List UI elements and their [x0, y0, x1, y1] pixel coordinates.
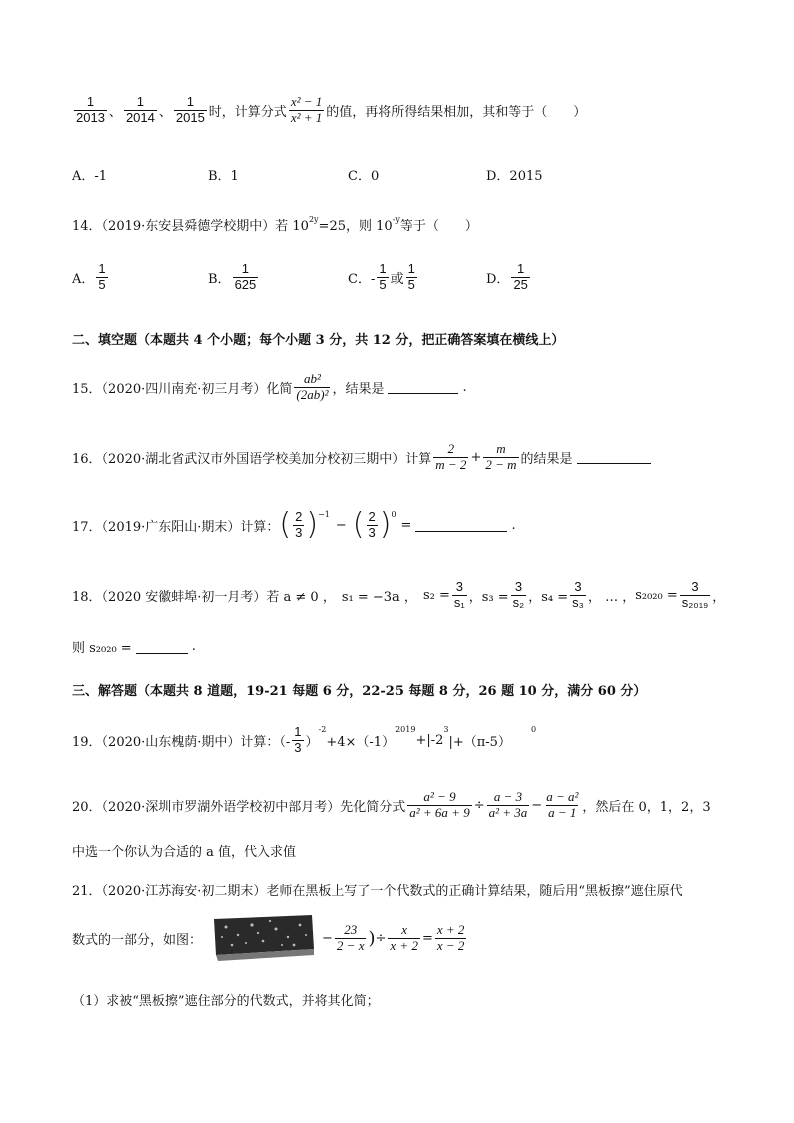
- q20-line2: 中选一个你认为合适的 a 值，代入求值: [72, 845, 297, 860]
- q13-stem: $\frac{1}{2013}$ 、 $\frac{1}{2014}$ 、 $\frac{1}{2015}$ 时，计算分式 $\frac{\text{x² − 1}}{\text{x² + 1}}$ 的值，再将所得结果相加，其和等于（ ）: [76, 94, 587, 125]
- answer-blank[interactable]: [388, 392, 458, 394]
- q13-option-a: A．-1: [72, 169, 108, 184]
- section-heading-fill-in: 二、填空题（本题共 4 个小题；每个小题 3 分，共 12 分，把正确答案填在横线上）: [72, 333, 565, 348]
- section-heading-solve: 三、解答题（本题共 8 道题，19-21 每题 6 分，22-25 每题 8 分，26 题 10 分，满分 60 分）: [72, 684, 647, 699]
- answer-blank[interactable]: [136, 652, 188, 654]
- q14-stem: 14．（2019·东安县舜德学校期中）若 10 $^{2y}$ =25，则 10 $^{-y}$ 等于（ ）: [72, 215, 478, 234]
- answer-blank[interactable]: [415, 530, 507, 532]
- q19-stem: 19．（2020·山东槐荫·期中）计算：（- $\frac{1}{3}$ ） $^{-2}$ +4×（-1） $^{2019}$ +|-2 $^3$ |+（π-5） $^0$: [72, 724, 537, 755]
- q14-option-d: D． $\frac{1}{25}$: [486, 261, 528, 292]
- q18-line2: 则 s₂₀₂₀ = .: [72, 639, 196, 656]
- q14-option-a: A． $\frac{1}{5}$: [72, 261, 106, 292]
- fraction: $\frac{\text{x² − 1}}{\text{x² + 1}}$: [290, 94, 323, 125]
- fraction: $\frac{1}{2014}$: [125, 94, 155, 125]
- q21-sub1: （1）求被“黑板擦”遮住部分的代数式，并将其化简；: [72, 994, 380, 1009]
- q14-option-b: B． $\frac{1}{625}$: [208, 261, 257, 292]
- q21-line2: 数式的一部分，如图： − $\frac{23}{2 - x}$ ) ÷ $\frac{x}{x + 2}$ = $\frac{x + 2}{x - 2}$: [72, 915, 468, 961]
- fraction: $\frac{1}{2015}$: [175, 94, 205, 125]
- q21-line1: 21．（2020·江苏海安·初二期末）老师在黑板上写了一个代数式的正确计算结果，随后用“黑板擦”遮住原代: [72, 884, 683, 899]
- q13-option-b: B．1: [208, 169, 239, 184]
- q16-stem: 16．（2020·湖北省武汉市外国语学校美加分校初三期中）计算 $\frac{2}{m - 2}$ + $\frac{m}{2 - m}$ 的结果是: [72, 442, 655, 473]
- answer-blank[interactable]: [577, 462, 651, 464]
- q15-stem: 15．（2020·四川南充·初三月考）化简 $\frac{\text{ab²}}{\text{(2ab)²}}$ ，结果是 .: [72, 371, 467, 402]
- q14-option-c: C．- $\frac{1}{5}$ 或 $\frac{1}{5}$: [348, 261, 415, 292]
- q17-stem: 17．（2019·广东阳山·期末）计算： ( $\frac{2}{3}$ ) $^{-1}$ − ( $\frac{2}{3}$ ) $^0$ = .: [72, 507, 516, 543]
- blackboard-eraser-image: [208, 915, 316, 961]
- q13-option-c: C．0: [348, 169, 380, 184]
- q20-stem: 20．（2020·深圳市罗湖外语学校初中部月考）先化简分式 $\frac{\text{a² − 9}}{\text{a² + 6a + 9}}$ ÷ $\frac{a - 3}{\text{a² + 3a}}$ − $\frac{\text{a − a²}}{a - 1}$ ，然后在 0，1，2，3: [72, 789, 711, 820]
- fraction: $\frac{1}{2013}$: [76, 94, 105, 125]
- q18-stem: 18．（2020 安徽蚌埠·初一月考）若 a ≠ 0 ， s₁ = −3a ， s₂ = $\frac{3}{\text{s₁}}$ ，s₃ = $\frac{3}{\text{s₂}}$ ，s₄ = $\frac{3}{\text{s₃}}$ ， … ， s₂₀₂₀ = $\frac{3}{\text{s₂₀₁₉}}$ ，: [72, 579, 726, 610]
- q13-option-d: D．2015: [486, 169, 543, 184]
